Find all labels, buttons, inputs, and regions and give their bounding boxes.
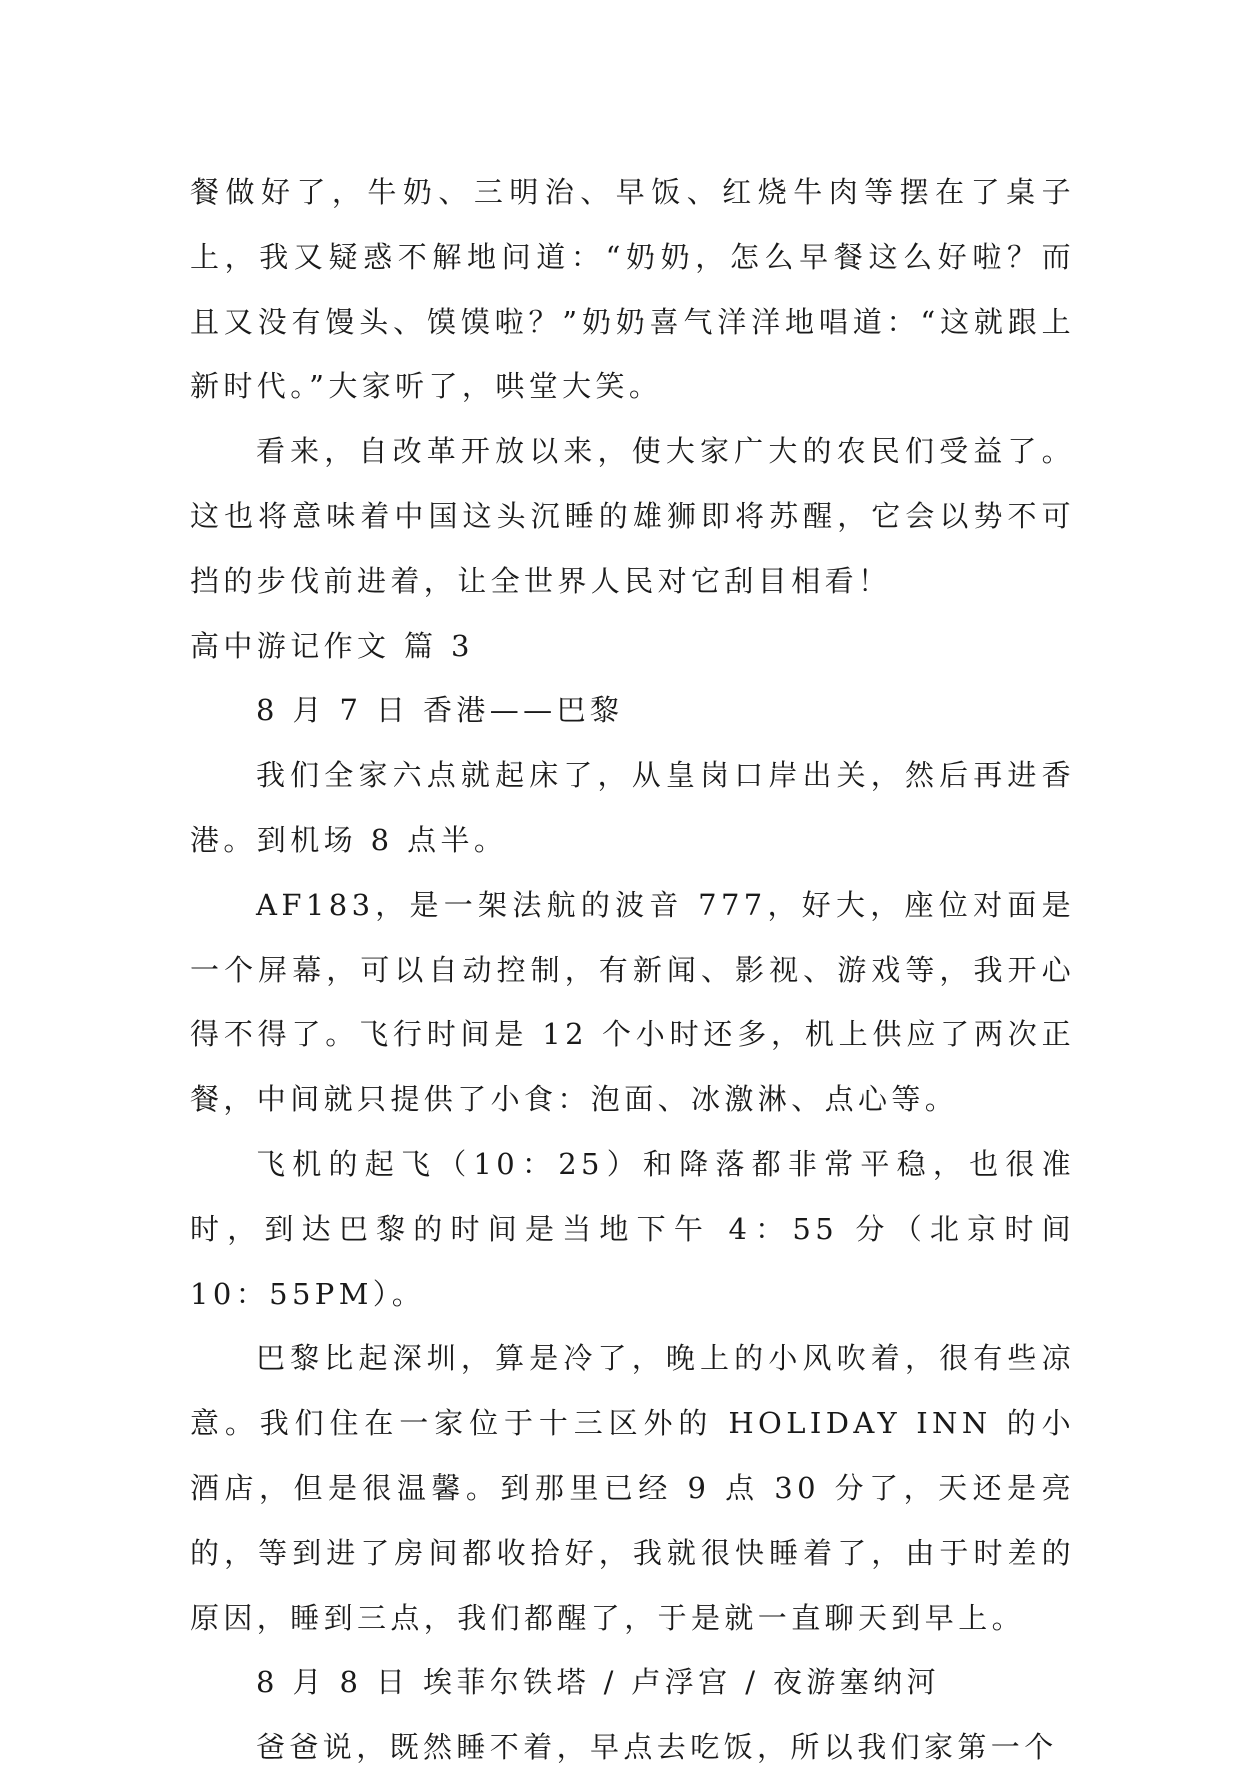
paragraph-arrival: 飞机的起飞（10：25）和降落都非常平稳，也很准时，到达巴黎的时间是当地下午 4：55 分（北京时间 10：55PM）。 [190, 1146, 1075, 1311]
paragraph-date-aug8: 8 月 8 日 埃菲尔铁塔 / 卢浮宫 / 夜游塞纳河 [256, 1665, 940, 1700]
document-body [190, 160, 1075, 1780]
paragraph-flight: AF183，是一架法航的波音 777，好大，座位对面是一个屏幕，可以自动控制，有新闻、影视、游戏等，我开心得不得了。飞行时间是 12 个小时还多，机上供应了两次正餐，中间就只提供了小食：泡面、冰激淋、点心等。 [190, 887, 1075, 1117]
paragraph-breakfast: 餐做好了，牛奶、三明治、早饭、红烧牛肉等摆在了桌子上，我又疑惑不解地问道：“奶奶，怎么早餐这么好啦？而且又没有馒头、馍馍啦？”奶奶喜气洋洋地唱道：“这就跟上新时代。”大家听了，哄堂大笑。 [190, 175, 1075, 404]
paragraph-dad-says: 爸爸说，既然睡不着，早点去吃饭，所以我们家第一个 [256, 1730, 1058, 1765]
section-heading: 高中游记作文 篇 3 [190, 628, 474, 663]
paragraph-departure: 我们全家六点就起床了，从皇岗口岸出关，然后再进香港。到机场 8 点半。 [190, 758, 1075, 857]
paragraph-reform: 看来，自改革开放以来，使大家广大的农民们受益了。这也将意味着中国这头沉睡的雄狮即将苏醒，它会以势不可挡的步伐前进着，让全世界人民对它刮目相看！ [190, 434, 1075, 598]
paragraph-hotel: 巴黎比起深圳，算是冷了，晚上的小风吹着，很有些凉意。我们住在一家位于十三区外的 HOLIDAY INN 的小酒店，但是很温馨。到那里已经 9 点 30 分了，天还是亮的，等到进了房间都收拾好，我就很快睡着了，由于时差的原因，睡到三点，我们都醒了，于是就一直聊天到早上。 [190, 1341, 1075, 1635]
paragraph-date-aug7: 8 月 7 日 香港——巴黎 [256, 693, 624, 728]
